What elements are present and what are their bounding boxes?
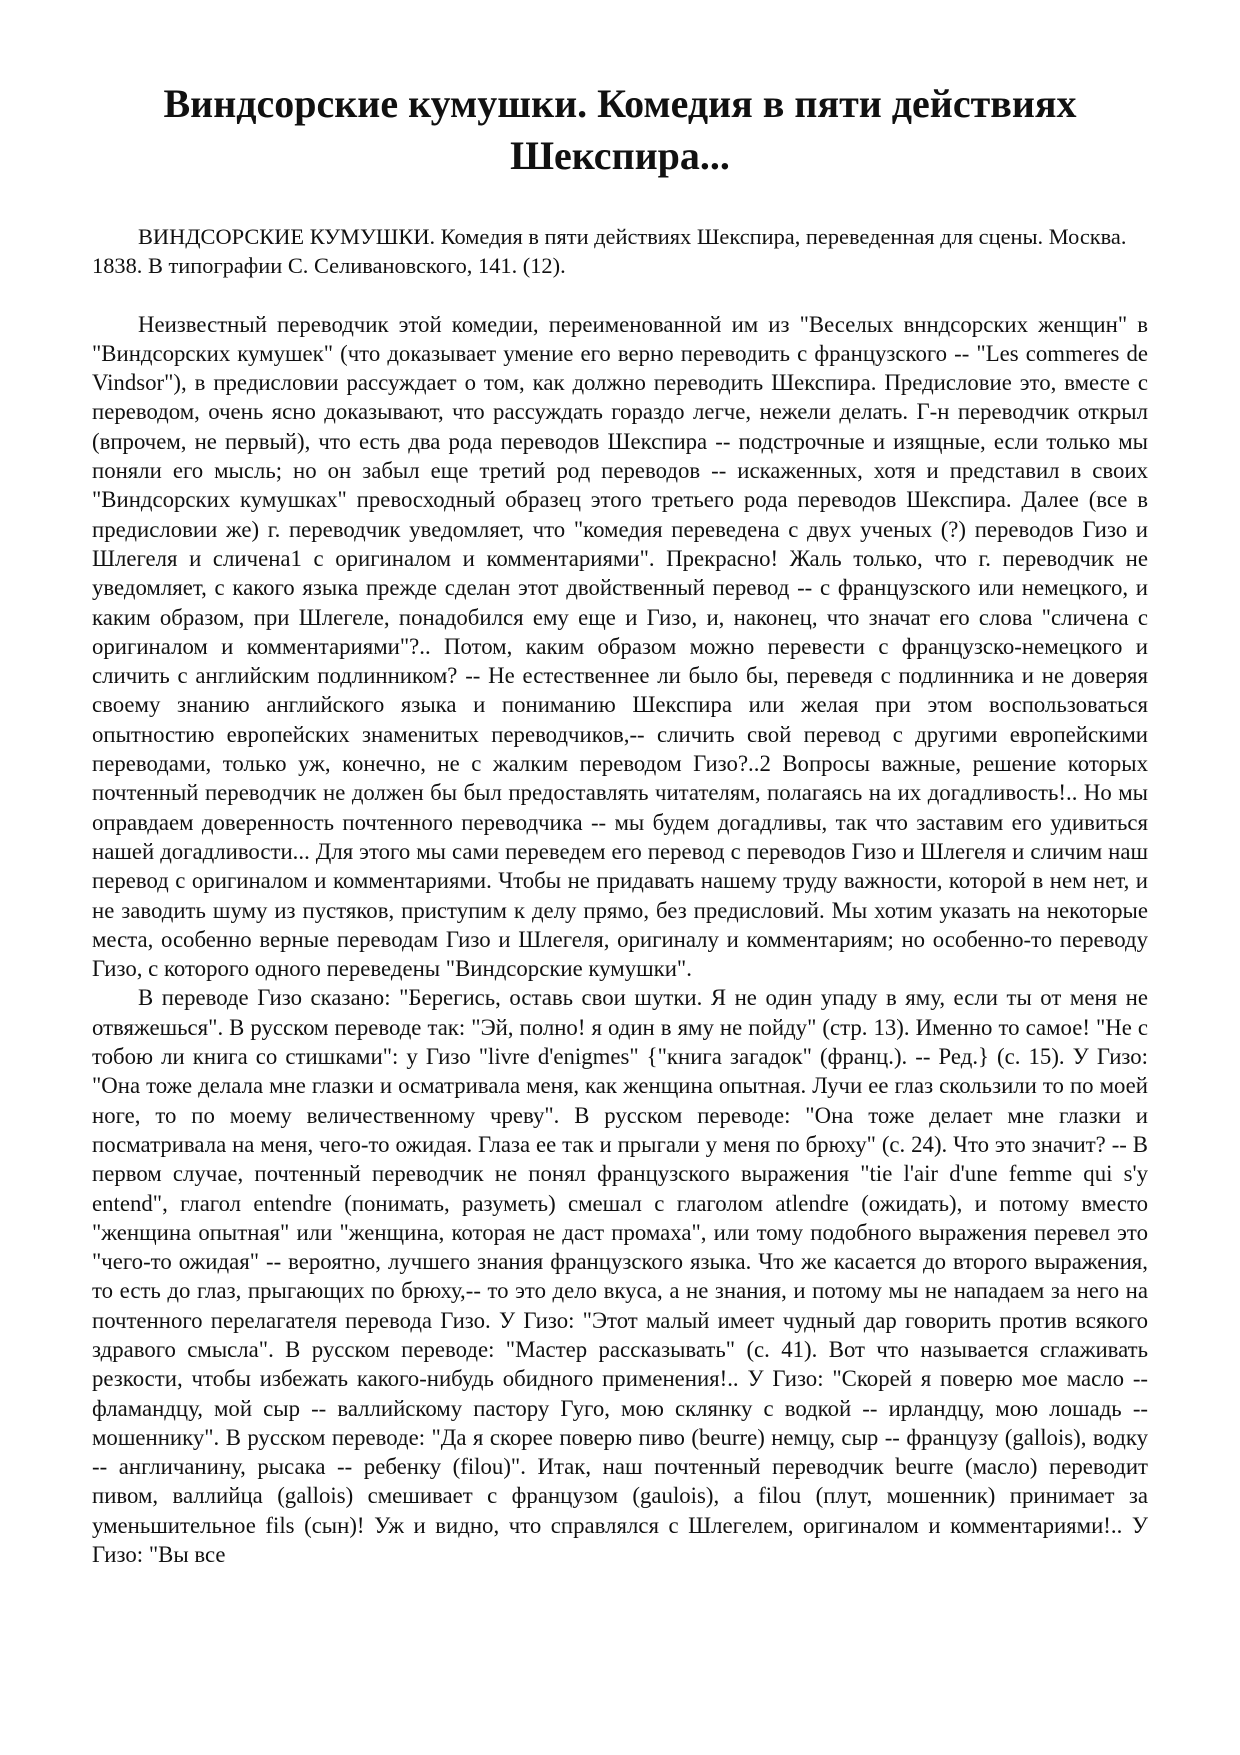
body-paragraph-1: Неизвестный переводчик этой комедии, переименованной им из "Веселых внндсорских женщин" в "Виндсорских кумушек" (что доказывает умение его верно переводить с французского -- "Les commeres de Vindsor"), в предисловии рассуждает о том, как должно переводить Шекспира. Предисловие это, вместе с переводом, очень ясно доказывают, что рассуждать гораздо легче, нежели делать. Г-н переводчик открыл (впрочем, не первый), что есть два рода переводов Шекспира -- подстрочные и изящные, если только мы поняли его мысль; но он забыл еще третий род переводов -- искаженных, хотя и представил в своих "Виндсорских кумушках" превосходный образец этого третьего рода переводов Шекспира. Далее (все в предисловии же) г. переводчик уведомляет, что "комедия переведена с двух ученых (?) переводов Гизо и Шлегеля и сличена1 с оригиналом и комментариями". Прекрасно! Жаль только, что г. переводчик не уведомляет, с какого языка прежде сделан этот двойственный перевод -- с французского или немецкого, и каким образом, при Шлегеле, понадобился ему еще и Гизо, и, наконец, что значат его слова "сличена с оригиналом и комментариями"?.. Потом, каким образом можно перевести с французско-немецкого и сличить с английским подлинником? -- Не естественнее ли было бы, переведя с подлинника и не доверяя своему знанию английского языка и пониманию Шекспира или желая при этом воспользоваться опытностию европейских знаменитых переводчиков,-- сличить свой перевод с другими европейскими переводами, только уж, конечно, не с жалким переводом Гизо?..2 Вопросы важные, решение которых почтенный переводчик не должен бы был предоставлять читателям, полагаясь на их догадливость!.. Но мы оправдаем доверенность почтенного переводчика -- мы будем догадливы, так что заставим его удивиться нашей догадливости... Для этого мы сами переведем его перевод с переводов Гизо и Шлегеля и сличим наш перевод с оригиналом и комментариями. Чтобы не придавать нашему труду важности, которой в нем нет, и не заводить шуму из пустяков, приступим к делу прямо, без предисловий. Мы хотим указать на некоторые места, особенно верные переводам Гизо и Шлегеля, оригиналу и комментариям; но особенно-то переводу Гизо, с которого одного переведены "Виндсорские кумушки".: [92, 311, 1148, 982]
document-title: Виндсорские кумушки. Комедия в пяти действиях Шекспира...: [163, 81, 1077, 178]
bibliographic-reference: ВИНДСОРСКИЕ КУМУШКИ. Комедия в пяти действиях Шекспира, переведенная для сцены. Москва. 1838. В типографии С. Селивановского, 141. (12).: [92, 224, 1127, 279]
body-paragraph-2: В переводе Гизо сказано: "Берегись, оставь свои шутки. Я не один упаду в яму, если ты от меня не отвяжешься". В русском переводе так: "Эй, полно! я один в яму не пойду" (стр. 13). Именно то самое! "Не с тобою ли книга со стишками": у Гизо "livre d'enigmes" {"книга загадок" (франц.). -- Ред.} (с. 15). У Гизо: "Она тоже делала мне глазки и осматривала меня, как женщина опытная. Лучи ее глаз скользили то по моей ноге, то по моему величественному чреву". В русском переводе: "Она тоже делает мне глазки и посматривала на меня, чего-то ожидая. Глаза ее так и прыгали у меня по брюху" (с. 24). Что это значит? -- В первом случае, почтенный переводчик не понял французского выражения "tie l'air d'une femme qui s'y entend", глагол entendre (понимать, разуметь) смешал с глаголом atlendre (ожидать), и потому вместо "женщина опытная" или "женщина, которая не даст промаха", или тому подобного выражения перевел это "чего-то ожидая" -- вероятно, лучшего знания французского языка. Что же касается до второго выражения, то есть до глаз, прыгающих по брюху,-- то это дело вкуса, а не знания, и потому мы не нападаем за него на почтенного перелагателя перевода Гизо. У Гизо: "Этот малый имеет чудный дар говорить против всякого здравого смысла". В русском переводе: "Мастер рассказывать" (с. 41). Вот что называется сглаживать резкости, чтобы избежать какого-нибудь обидного применения!.. У Гизо: "Скорей я поверю мое масло -- фламандцу, мой сыр -- валлийскому пастору Гуго, мою склянку с водкой -- ирландцу, мою лошадь -- мошеннику". В русском переводе: "Да я скорее поверю пиво (beurre) немцу, сыр -- французу (gallois), водку -- англичанину, рысака -- ребенку (filou)". Итак, наш почтенный переводчик beurre (масло) переводит пивом, валлийца (gallois) смешивает с французом (gaulois), а filou (плут, мошенник) принимает за уменьшительное fils (сын)! Уж и видно, что справлялся с Шлегелем, оригиналом и комментариями!.. У Гизо: "Вы все: [92, 985, 1148, 1568]
